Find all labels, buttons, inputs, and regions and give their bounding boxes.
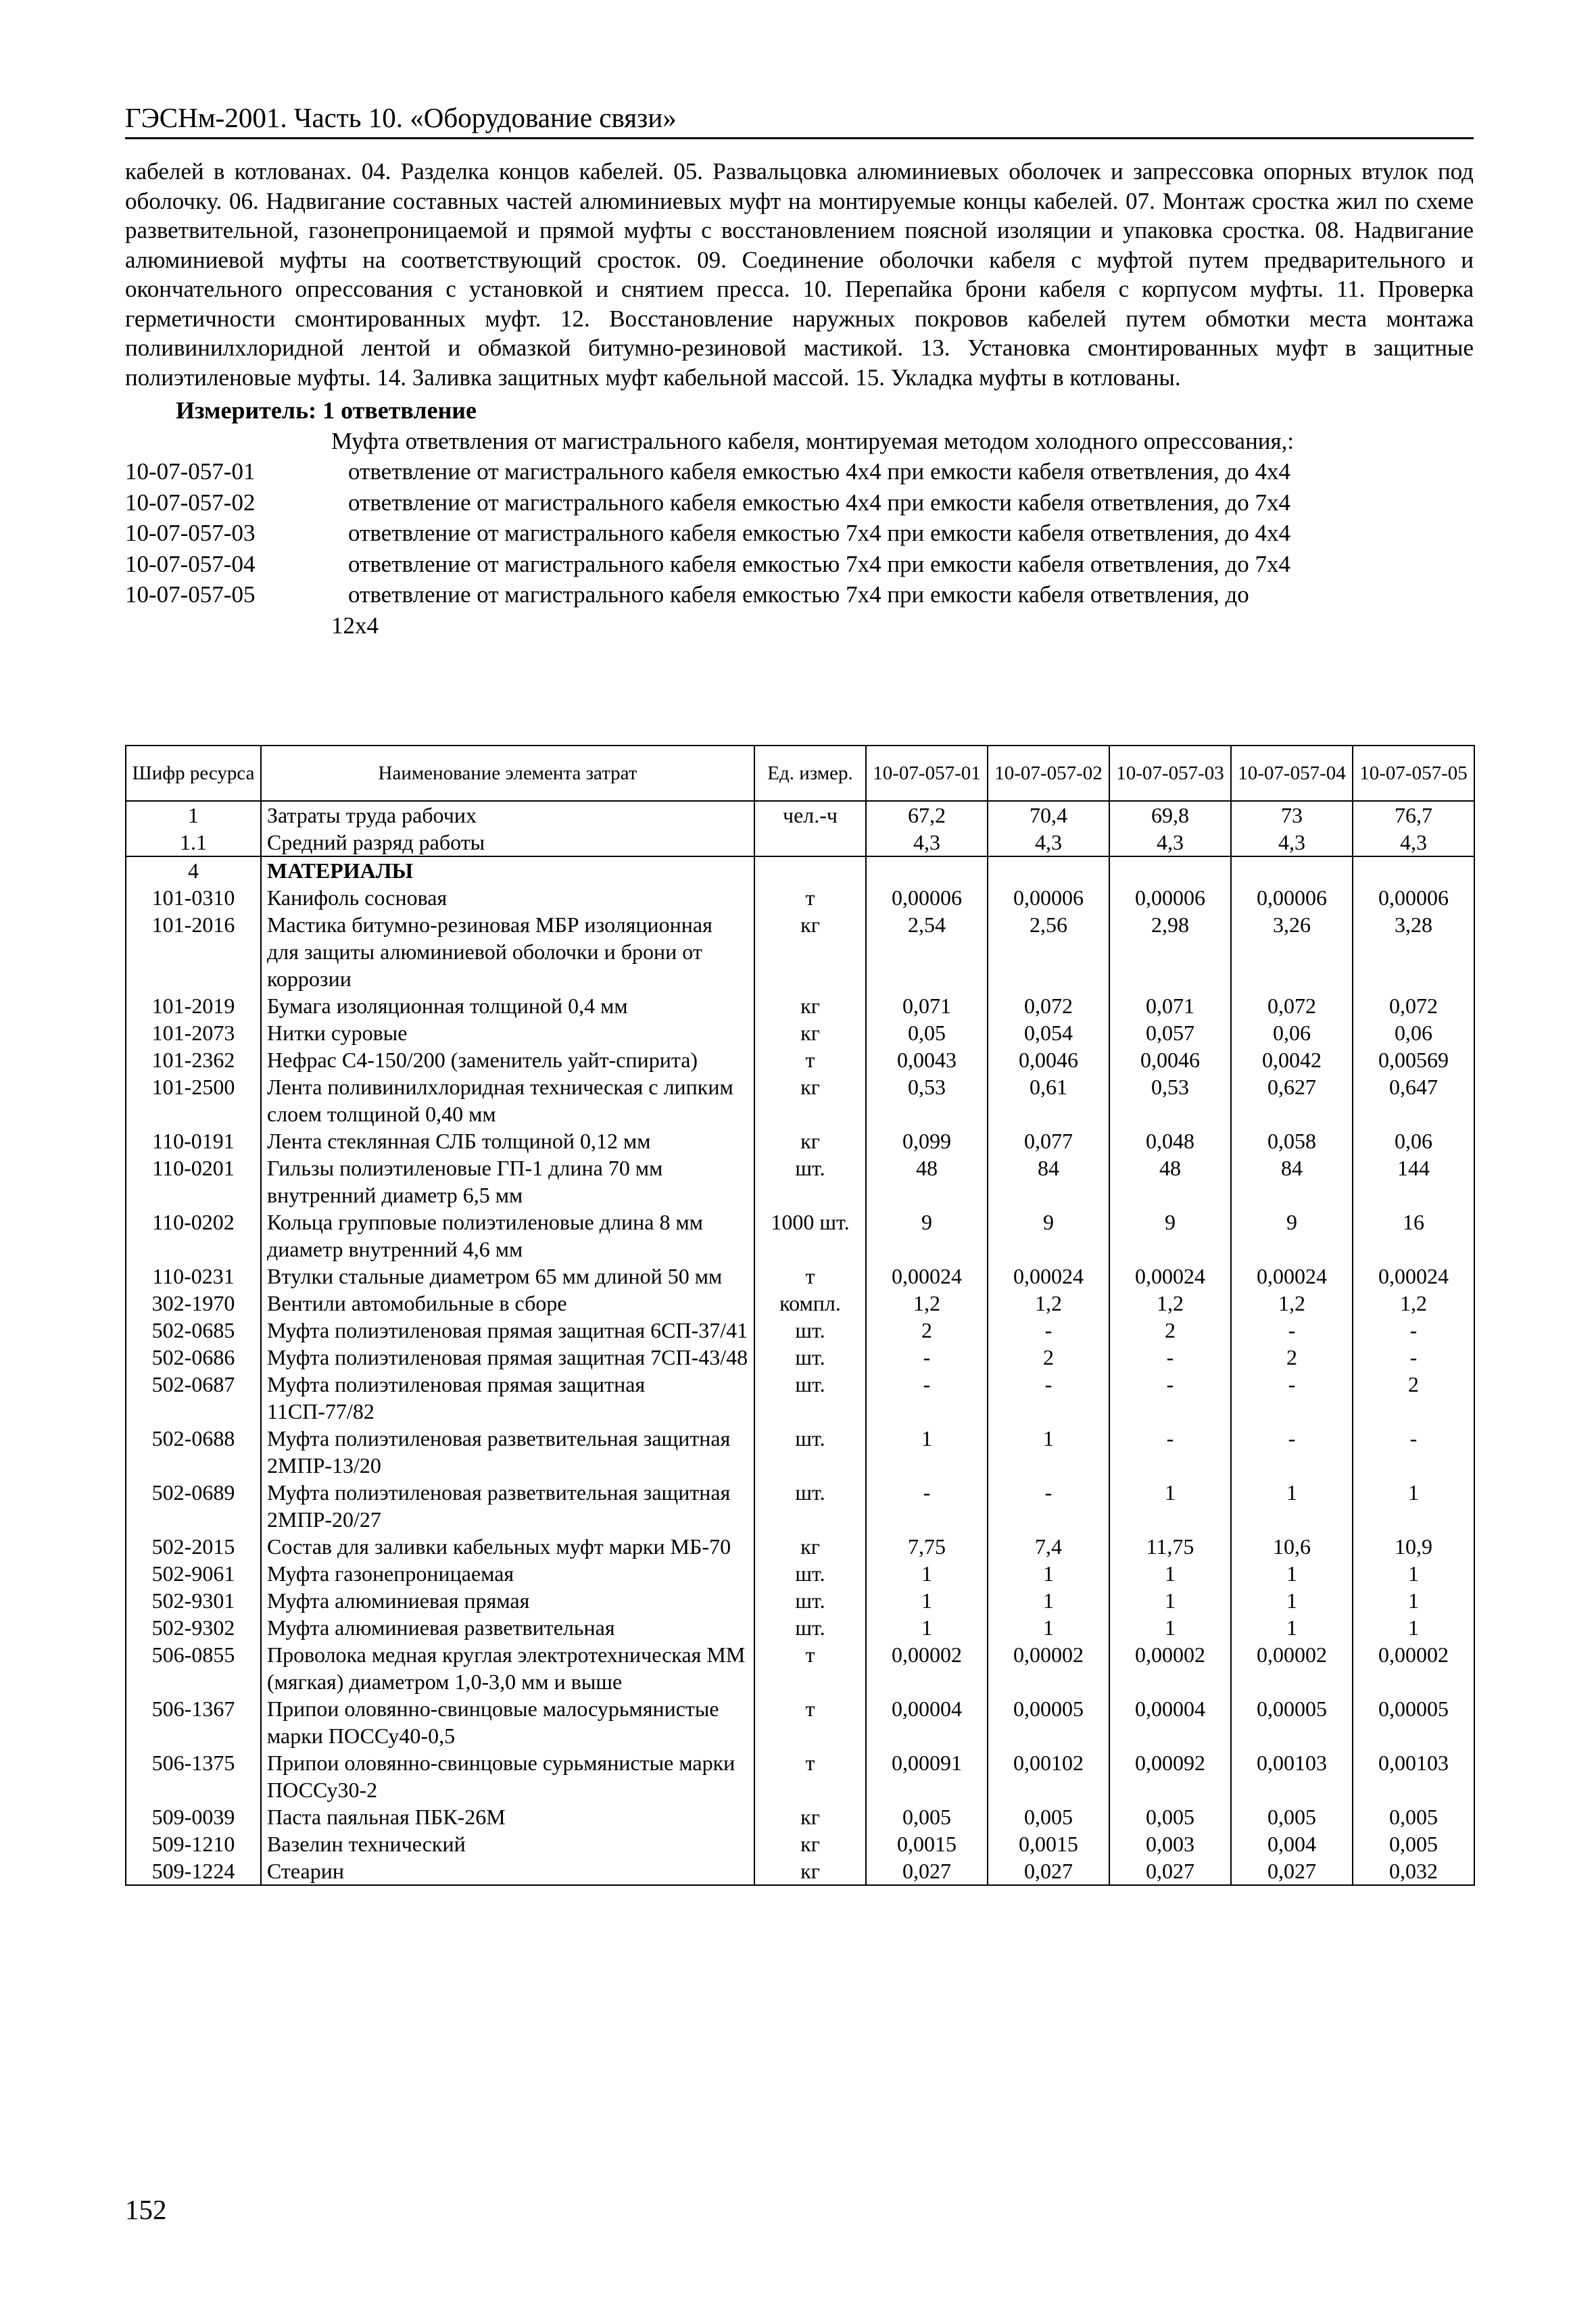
norm-value: 0,005 — [1231, 1803, 1353, 1830]
cost-element-name: Муфта алюминиевая разветвительная — [261, 1614, 754, 1641]
code-entry — [125, 549, 1474, 580]
cost-element-name: Вентили автомобильные в сборе — [261, 1290, 754, 1317]
norm-value: 2 — [1231, 1344, 1353, 1371]
cost-element-name: Лента поливинилхлоридная техническая с липким слоем толщиной 0,40 мм — [261, 1073, 754, 1127]
norm-value: 1 — [866, 1560, 988, 1587]
header-resource-code: Шифр ресурса — [126, 746, 261, 801]
norm-value: 0,627 — [1231, 1073, 1353, 1127]
norm-value: 0,00005 — [988, 1695, 1109, 1749]
cost-element-name: Втулки стальные диаметром 65 мм длиной 50 мм — [261, 1263, 754, 1290]
cost-element-name: МАТЕРИАЛЫ — [261, 856, 754, 884]
resource-code: 502-9061 — [126, 1560, 261, 1587]
unit: кг — [754, 911, 866, 992]
unit: кг — [754, 1830, 866, 1857]
norm-value: 0,057 — [1109, 1019, 1231, 1046]
code-description: ответвление от магистрального кабеля емкостью 7х4 при емкости кабеля ответвления, до 7х4 — [348, 550, 1291, 577]
code-entry — [125, 518, 1474, 549]
resource-code: 502-2015 — [126, 1533, 261, 1560]
norm-value: 10,9 — [1353, 1533, 1474, 1560]
table-row — [126, 1263, 1474, 1290]
norm-value: 70,4 — [988, 801, 1109, 829]
table-row — [126, 1425, 1474, 1479]
header-norm-01: 10-07-057-01 — [866, 746, 988, 801]
table-row — [126, 1371, 1474, 1425]
resource-code: 1 — [126, 801, 261, 829]
norm-value: 4,3 — [1109, 829, 1231, 856]
norm-value: 4,3 — [988, 829, 1109, 856]
norm-value: 7,4 — [988, 1533, 1109, 1560]
norm-value: 1,2 — [1231, 1290, 1353, 1317]
intro-paragraph: кабелей в котлованах. 04. Разделка концов кабелей. 05. Развальцовка алюминиевых оболочек и запрессовка опорных втулок под оболочку. 06. Надвигание составных частей алюминиевых муфт на монтируемые концы кабелей. 07. Монтаж сростка жил по схеме разветвительной, газонепроницаемой и прямой муфты с восстановлением поясной изоляции и упаковка сростка. 08. Надвигание алюминиевой муфты на соответствующий сросток. 09. Соединение оболочки кабеля с муфтой путем предварительного и окончательного опрессования с установкой и снятием пресса. 10. Перепайка брони кабеля с корпусом муфты. 11. Проверка герметичности смонтированных муфт. 12. Восстановление наружных покровов кабелей путем обмотки места монтажа поливинилхлоридной лентой и обмазкой битумно-резиновой мастикой. 13. Установка смонтированных муфт в защитные полиэтиленовые муфты. 14. Заливка защитных муфт кабельной массой. 15. Укладка муфты в котлованы. — [125, 158, 1474, 391]
unit: шт. — [754, 1317, 866, 1344]
table-row — [126, 911, 1474, 992]
norm-value: - — [866, 1479, 988, 1533]
unit: т — [754, 1046, 866, 1073]
norm-value: 1 — [1109, 1479, 1231, 1533]
norm-value: 1 — [1353, 1614, 1474, 1641]
norm-value: - — [1353, 1344, 1474, 1371]
cost-element-name: Припои оловянно-свинцовые малосурьмянистые марки ПОССу40-0,5 — [261, 1695, 754, 1749]
norm-value: 0,0015 — [866, 1830, 988, 1857]
section-caption: Муфта ответвления от магистрального кабеля, монтируемая методом холодного опрессования,: — [331, 428, 1295, 455]
norm-value: 0,072 — [988, 992, 1109, 1019]
cost-element-name: Муфта полиэтиленовая разветвительная защитная 2МПР-20/27 — [261, 1479, 754, 1533]
norm-value: 1 — [1353, 1479, 1474, 1533]
norm-value: 84 — [1231, 1154, 1353, 1209]
norm-value: 0,048 — [1109, 1127, 1231, 1154]
header-cost-element-name: Наименование элемента затрат — [261, 746, 754, 801]
norm-value: 9 — [1231, 1209, 1353, 1263]
unit: т — [754, 1695, 866, 1749]
unit: т — [754, 1641, 866, 1695]
cost-element-name: Муфта полиэтиленовая прямая защитная 6СП-37/41 — [261, 1317, 754, 1344]
page — [125, 101, 1474, 1883]
code-description: ответвление от магистрального кабеля емкостью 7х4 при емкости кабеля ответвления, до — [348, 581, 1249, 608]
norm-value: - — [1231, 1317, 1353, 1344]
norm-value: 0,058 — [1231, 1127, 1353, 1154]
norm-value: 9 — [1109, 1209, 1231, 1263]
resource-code: 4 — [126, 856, 261, 884]
norm-value — [988, 856, 1109, 884]
table-row — [126, 1046, 1474, 1073]
norm-value: 0,005 — [1109, 1803, 1231, 1830]
table-row — [126, 1695, 1474, 1749]
norm-value: 1 — [1109, 1587, 1231, 1614]
norm-value — [1353, 856, 1474, 884]
norm-value: - — [1231, 1425, 1353, 1479]
cost-element-name: Нефрас С4-150/200 (заменитель уайт-спирита) — [261, 1046, 754, 1073]
code-id: 10-07-057-03 — [125, 520, 256, 547]
resource-code: 506-0855 — [126, 1641, 261, 1695]
norm-value: 0,0046 — [1109, 1046, 1231, 1073]
norm-value: 0,05 — [866, 1019, 988, 1046]
norm-value: - — [1109, 1344, 1231, 1371]
table-row — [126, 884, 1474, 911]
code-description-continuation: 12х4 — [331, 612, 379, 639]
norm-value: 0,071 — [866, 992, 988, 1019]
norm-value: 84 — [988, 1154, 1109, 1209]
norm-value: 48 — [866, 1154, 988, 1209]
unit: кг — [754, 1533, 866, 1560]
cost-element-name: Мастика битумно-резиновая МБР изоляционная для защиты алюминиевой оболочки и брони от коррозии — [261, 911, 754, 992]
cost-element-name: Кольца групповые полиэтиленовые длина 8 мм диаметр внутренний 4,6 мм — [261, 1209, 754, 1263]
norm-value: 0,00006 — [988, 884, 1109, 911]
norm-value: 0,00024 — [866, 1263, 988, 1290]
table-row — [126, 1127, 1474, 1154]
norm-value: 67,2 — [866, 801, 988, 829]
unit — [754, 829, 866, 856]
norm-value: 0,06 — [1231, 1019, 1353, 1046]
norm-value: 0,00103 — [1231, 1749, 1353, 1803]
norm-value: 0,054 — [988, 1019, 1109, 1046]
resources-table — [125, 745, 1475, 1886]
cost-element-name: Средний разряд работы — [261, 829, 754, 856]
norm-value: 0,00005 — [1231, 1695, 1353, 1749]
norm-value: 0,027 — [1109, 1857, 1231, 1885]
norm-value: 2 — [988, 1344, 1109, 1371]
norm-value: 0,00002 — [988, 1641, 1109, 1695]
norm-value: 0,027 — [1231, 1857, 1353, 1885]
unit: кг — [754, 1019, 866, 1046]
norm-value: 0,027 — [988, 1857, 1109, 1885]
resource-code: 101-2500 — [126, 1073, 261, 1127]
table-row — [126, 1209, 1474, 1263]
norm-value: 1 — [988, 1587, 1109, 1614]
norm-value: 0,00004 — [866, 1695, 988, 1749]
resource-code: 502-0689 — [126, 1479, 261, 1533]
cost-element-name: Муфта полиэтиленовая прямая защитная 11СП-77/82 — [261, 1371, 754, 1425]
unit-of-measure: Измеритель: 1 ответвление — [176, 397, 477, 424]
norm-value: 0,027 — [866, 1857, 988, 1885]
norm-value: 1 — [866, 1425, 988, 1479]
cost-element-name: Бумага изоляционная толщиной 0,4 мм — [261, 992, 754, 1019]
running-header: ГЭСНм-2001. Часть 10. «Оборудование связи» — [125, 101, 1474, 139]
norm-value: 0,00002 — [1109, 1641, 1231, 1695]
unit: компл. — [754, 1290, 866, 1317]
resource-code: 502-0685 — [126, 1317, 261, 1344]
table-row — [126, 1479, 1474, 1533]
resource-code: 110-0231 — [126, 1263, 261, 1290]
unit: т — [754, 884, 866, 911]
unit: шт. — [754, 1154, 866, 1209]
norm-value: 48 — [1109, 1154, 1231, 1209]
unit: т — [754, 1263, 866, 1290]
resource-code: 506-1375 — [126, 1749, 261, 1803]
unit: шт. — [754, 1344, 866, 1371]
norm-value: 0,005 — [1353, 1803, 1474, 1830]
code-description: ответвление от магистрального кабеля емкостью 4х4 при емкости кабеля ответвления, до 4х4 — [348, 458, 1291, 485]
table-row — [126, 1749, 1474, 1803]
norm-value: 1,2 — [866, 1290, 988, 1317]
cost-element-name: Муфта полиэтиленовая разветвительная защитная 2МПР-13/20 — [261, 1425, 754, 1479]
resource-code: 502-0686 — [126, 1344, 261, 1371]
norm-value: 0,00024 — [988, 1263, 1109, 1290]
cost-element-name: Паста паяльная ПБК-26М — [261, 1803, 754, 1830]
norm-value: 1 — [1231, 1479, 1353, 1533]
norm-value: 0,0043 — [866, 1046, 988, 1073]
code-entry — [125, 456, 1474, 487]
norm-value: 1 — [1231, 1560, 1353, 1587]
unit: шт. — [754, 1425, 866, 1479]
code-id: 10-07-057-05 — [125, 581, 256, 608]
norm-value: - — [1109, 1425, 1231, 1479]
unit: шт. — [754, 1479, 866, 1533]
norm-value: 4,3 — [866, 829, 988, 856]
norm-value: 0,00569 — [1353, 1046, 1474, 1073]
norm-value: 2,54 — [866, 911, 988, 992]
table-row — [126, 801, 1474, 829]
norm-value: 0,61 — [988, 1073, 1109, 1127]
cost-element-name: Муфта полиэтиленовая прямая защитная 7СП-43/48 — [261, 1344, 754, 1371]
table-row — [126, 1803, 1474, 1830]
resource-code: 502-0688 — [126, 1425, 261, 1479]
resource-code: 509-1224 — [126, 1857, 261, 1885]
table-row — [126, 1154, 1474, 1209]
norm-value: - — [1109, 1371, 1231, 1425]
table-header-row — [126, 746, 1474, 801]
unit: кг — [754, 1803, 866, 1830]
resource-code: 302-1970 — [126, 1290, 261, 1317]
code-entry — [125, 579, 1474, 610]
unit: т — [754, 1749, 866, 1803]
norm-value: 0,00092 — [1109, 1749, 1231, 1803]
norm-value: 0,00024 — [1353, 1263, 1474, 1290]
norm-value: 0,53 — [866, 1073, 988, 1127]
header-norm-02: 10-07-057-02 — [988, 746, 1109, 801]
norm-value: 1,2 — [1109, 1290, 1231, 1317]
code-description: ответвление от магистрального кабеля емкостью 4х4 при емкости кабеля ответвления, до 7х4 — [348, 489, 1291, 516]
norm-value: 0,00006 — [1109, 884, 1231, 911]
table-row — [126, 856, 1474, 884]
unit: 1000 шт. — [754, 1209, 866, 1263]
cost-element-name: Лента стеклянная СЛБ толщиной 0,12 мм — [261, 1127, 754, 1154]
norm-value: 1 — [866, 1614, 988, 1641]
resource-code: 110-0191 — [126, 1127, 261, 1154]
norm-value — [1109, 856, 1231, 884]
norm-value — [866, 856, 988, 884]
norm-value: - — [988, 1479, 1109, 1533]
norm-value: 2 — [1109, 1317, 1231, 1344]
resource-code: 509-1210 — [126, 1830, 261, 1857]
table-row — [126, 1317, 1474, 1344]
cost-element-name: Муфта алюминиевая прямая — [261, 1587, 754, 1614]
norm-value: 73 — [1231, 801, 1353, 829]
norm-value: 0,647 — [1353, 1073, 1474, 1127]
norm-value: 0,005 — [1353, 1830, 1474, 1857]
norm-value: 69,8 — [1109, 801, 1231, 829]
norm-value: 0,072 — [1231, 992, 1353, 1019]
norm-value: 2,56 — [988, 911, 1109, 992]
norm-value: 1 — [988, 1614, 1109, 1641]
norm-value: 1 — [1231, 1587, 1353, 1614]
norm-value: 2,98 — [1109, 911, 1231, 992]
norm-value: 1 — [1109, 1560, 1231, 1587]
code-id: 10-07-057-04 — [125, 550, 256, 577]
norm-value: 7,75 — [866, 1533, 988, 1560]
cost-element-name: Муфта газонепроницаемая — [261, 1560, 754, 1587]
norm-value: 0,005 — [866, 1803, 988, 1830]
table-row — [126, 1073, 1474, 1127]
norm-value: 0,00024 — [1231, 1263, 1353, 1290]
table-row — [126, 1560, 1474, 1587]
norm-value: - — [866, 1344, 988, 1371]
norm-value: 144 — [1353, 1154, 1474, 1209]
norm-value: 1 — [988, 1560, 1109, 1587]
norm-value: 4,3 — [1231, 829, 1353, 856]
header-norm-03: 10-07-057-03 — [1109, 746, 1231, 801]
norm-value: 0,00091 — [866, 1749, 988, 1803]
norm-value — [1231, 856, 1353, 884]
table-row — [126, 1019, 1474, 1046]
table-row — [126, 1587, 1474, 1614]
unit — [754, 856, 866, 884]
norm-value: - — [1231, 1371, 1353, 1425]
unit: кг — [754, 1127, 866, 1154]
resource-code: 110-0202 — [126, 1209, 261, 1263]
resource-code: 101-2073 — [126, 1019, 261, 1046]
norm-value: - — [866, 1371, 988, 1425]
unit: шт. — [754, 1560, 866, 1587]
norm-value: 2 — [1353, 1371, 1474, 1425]
norm-value: - — [1353, 1425, 1474, 1479]
norm-value: 0,004 — [1231, 1830, 1353, 1857]
unit: шт. — [754, 1587, 866, 1614]
norm-value: 1 — [866, 1587, 988, 1614]
code-description: ответвление от магистрального кабеля емкостью 7х4 при емкости кабеля ответвления, до 4х4 — [348, 520, 1291, 547]
resource-code: 502-0687 — [126, 1371, 261, 1425]
norm-value: 0,099 — [866, 1127, 988, 1154]
norm-value: 0,0046 — [988, 1046, 1109, 1073]
norm-value: 76,7 — [1353, 801, 1474, 829]
norm-value: 3,28 — [1353, 911, 1474, 992]
resource-code: 506-1367 — [126, 1695, 261, 1749]
norm-value: 0,06 — [1353, 1019, 1474, 1046]
norm-value: 2 — [866, 1317, 988, 1344]
code-list — [125, 456, 1474, 641]
norm-value: 10,6 — [1231, 1533, 1353, 1560]
norm-value: 1 — [1353, 1560, 1474, 1587]
norm-value: - — [988, 1371, 1109, 1425]
norm-value: 0,00006 — [1353, 884, 1474, 911]
norm-value: 0,00024 — [1109, 1263, 1231, 1290]
norm-value: 0,00002 — [1231, 1641, 1353, 1695]
resource-code: 502-9301 — [126, 1587, 261, 1614]
table-row — [126, 1344, 1474, 1371]
cost-element-name: Затраты труда рабочих — [261, 801, 754, 829]
cost-element-name: Канифоль сосновая — [261, 884, 754, 911]
unit: шт. — [754, 1371, 866, 1425]
norm-value: 0,00006 — [1231, 884, 1353, 911]
norm-value: 0,0015 — [988, 1830, 1109, 1857]
cost-element-name: Состав для заливки кабельных муфт марки МБ-70 — [261, 1533, 754, 1560]
header-norm-04: 10-07-057-04 — [1231, 746, 1353, 801]
norm-value: 0,00006 — [866, 884, 988, 911]
cost-element-name: Стеарин — [261, 1857, 754, 1885]
norm-value: 0,06 — [1353, 1127, 1474, 1154]
page-number: 152 — [125, 2194, 167, 2225]
unit: кг — [754, 1857, 866, 1885]
norm-value: 9 — [988, 1209, 1109, 1263]
norm-value: - — [988, 1317, 1109, 1344]
header-norm-05: 10-07-057-05 — [1353, 746, 1474, 801]
cost-element-name: Гильзы полиэтиленовые ГП-1 длина 70 мм внутренний диаметр 6,5 мм — [261, 1154, 754, 1209]
norm-value: 0,005 — [988, 1803, 1109, 1830]
cost-element-name: Нитки суровые — [261, 1019, 754, 1046]
table-row — [126, 1641, 1474, 1695]
norm-value: 1 — [1353, 1587, 1474, 1614]
table-row — [126, 1614, 1474, 1641]
norm-value: - — [1353, 1317, 1474, 1344]
resource-code: 101-2019 — [126, 992, 261, 1019]
resource-code: 1.1 — [126, 829, 261, 856]
resource-code: 101-2016 — [126, 911, 261, 992]
cost-element-name: Проволока медная круглая электротехническая ММ (мягкая) диаметром 1,0-3,0 мм и выше — [261, 1641, 754, 1695]
norm-value: 16 — [1353, 1209, 1474, 1263]
norm-value: 0,032 — [1353, 1857, 1474, 1885]
norm-value: 0,00002 — [1353, 1641, 1474, 1695]
cost-element-name: Припои оловянно-свинцовые сурьмянистые марки ПОССу30-2 — [261, 1749, 754, 1803]
table-row — [126, 1857, 1474, 1885]
norm-value: 0,003 — [1109, 1830, 1231, 1857]
unit: чел.-ч — [754, 801, 866, 829]
code-entry — [125, 487, 1474, 518]
norm-value: 0,00005 — [1353, 1695, 1474, 1749]
norm-value: 1 — [1109, 1614, 1231, 1641]
norm-value: 11,75 — [1109, 1533, 1231, 1560]
norm-value: 1 — [988, 1425, 1109, 1479]
norm-value: 4,3 — [1353, 829, 1474, 856]
norm-value: 0,00002 — [866, 1641, 988, 1695]
table-row — [126, 829, 1474, 856]
norm-value: 3,26 — [1231, 911, 1353, 992]
resource-code: 502-9302 — [126, 1614, 261, 1641]
norm-value: 0,077 — [988, 1127, 1109, 1154]
norm-value: 0,0042 — [1231, 1046, 1353, 1073]
code-id: 10-07-057-01 — [125, 458, 256, 485]
unit: кг — [754, 1073, 866, 1127]
code-id: 10-07-057-02 — [125, 489, 256, 516]
unit: кг — [754, 992, 866, 1019]
resource-code: 509-0039 — [126, 1803, 261, 1830]
resource-code: 101-0310 — [126, 884, 261, 911]
table-row — [126, 1290, 1474, 1317]
resource-code: 110-0201 — [126, 1154, 261, 1209]
norm-value: 0,071 — [1109, 992, 1231, 1019]
header-unit: Ед. измер. — [754, 746, 866, 801]
cost-element-name: Вазелин технический — [261, 1830, 754, 1857]
norm-value: 1 — [1231, 1614, 1353, 1641]
norm-value: 0,072 — [1353, 992, 1474, 1019]
table-row — [126, 1533, 1474, 1560]
norm-value: 9 — [866, 1209, 988, 1263]
norm-value: 1,2 — [1353, 1290, 1474, 1317]
unit: шт. — [754, 1614, 866, 1641]
norm-value: 0,00004 — [1109, 1695, 1231, 1749]
norm-value: 0,00102 — [988, 1749, 1109, 1803]
norm-value: 0,00103 — [1353, 1749, 1474, 1803]
norm-value: 1,2 — [988, 1290, 1109, 1317]
table-row — [126, 992, 1474, 1019]
resource-code: 101-2362 — [126, 1046, 261, 1073]
norm-value: 0,53 — [1109, 1073, 1231, 1127]
table-row — [126, 1830, 1474, 1857]
